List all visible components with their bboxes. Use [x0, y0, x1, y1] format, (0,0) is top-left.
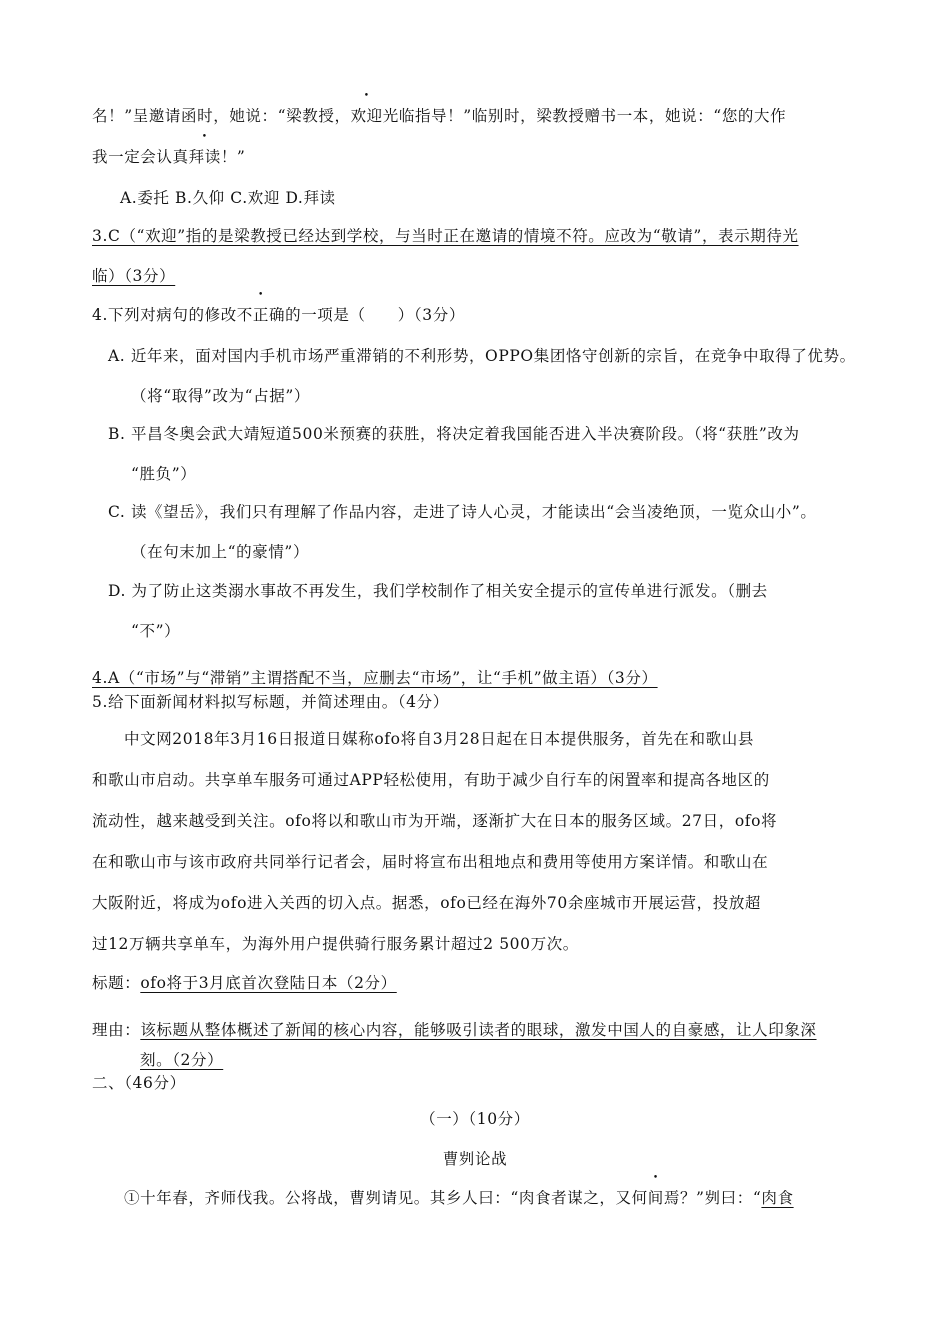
q4-stem: 4.下列对病句的修改不正确的一项是（ ）（3分） — [92, 303, 465, 325]
q4-option-d-fix: “不”） — [131, 622, 181, 640]
q4-answer: 4.A（“市场”与“滞销”主谓搭配不当，应删去“市场”，让“手机”做主语）（3分） — [92, 669, 658, 687]
q3-line-1: 名！”呈邀请函时，她说：“梁教授，欢迎光临指导！”临别时，梁教授赠书一本，她说：“您的大作 — [92, 104, 786, 126]
news-line: 大阪附近，将成为ofo进入关西的切入点。据悉，ofo已经在海外70余座城市开展运营，投放超 — [92, 894, 762, 912]
news-line: 流动性，越来越受到关注。ofo将以和歌山市为开端，逐渐扩大在日本的服务区域。27日，ofo将 — [92, 812, 778, 830]
q4-option-c-fix: （在句末加上“的豪情”） — [131, 543, 310, 561]
q5-title-answer: 标题：ofo将于3月底首次登陆日本（2分） — [92, 974, 397, 992]
emphasis-dots: 不正确 — [236, 306, 286, 324]
news-line: 中文网2018年3月16日报道日媒称ofo将自3月28日起在日本提供服务，首先在和歌山县 — [124, 730, 754, 748]
q3-line-2: 我一定会认真拜读！” — [92, 145, 245, 167]
news-line: 在和歌山市与该市政府共同举行记者会，届时将宣布出租地点和费用等使用方案详情。和歌山在 — [92, 853, 769, 871]
emphasis-dots: 拜读 — [188, 148, 221, 166]
q5-reason-answer-2: 刻。（2分） — [140, 1051, 224, 1069]
q3-answer-line-2: 临）（3分） — [92, 267, 176, 285]
q4-option-a-fix: （将“取得”改为“占据”） — [131, 387, 310, 405]
q3-options: A.委托 B.久仰 C.欢迎 D.拜读 — [120, 189, 336, 207]
news-line: 过12万辆共享单车，为海外用户提供骑行服务累计超过2 500万次。 — [92, 935, 579, 953]
q4-option-a: A. 近年来，面对国内手机市场严重滞销的不利形势，OPPO集团恪守创新的宗旨，在竞争中取得了优势。 — [108, 347, 856, 365]
q4-option-b-fix: “胜负”） — [131, 465, 197, 483]
q4-option-b: B. 平昌冬奥会武大靖短道500米预赛的获胜，将决定着我国能否进入半决赛阶段。（将“获胜”改为 — [108, 425, 800, 443]
part2-heading: 二、（46分） — [92, 1074, 186, 1092]
emphasis-dots: 欢迎 — [350, 107, 383, 125]
news-line: 和歌山市启动。共享单车服务可通过APP轻松使用，有助于减少自行车的闲置率和提高各地区的 — [92, 771, 770, 789]
passage-paragraph-1: ①十年春，齐师伐我。公将战，曹刿请见。其乡人曰：“肉食者谋之，又何间焉？”刿曰：“肉食 — [124, 1186, 794, 1208]
passage-title: 曹刿论战 — [442, 1150, 508, 1168]
section-heading: （一）（10分） — [420, 1110, 530, 1128]
q5-reason-answer: 理由：该标题从整体概述了新闻的核心内容，能够吸引读者的眼球，激发中国人的自豪感，让人印象深 — [92, 1021, 817, 1039]
q3-answer-line-1: 3.C（“欢迎”指的是梁教授已经达到学校，与当时正在邀请的情境不符。应改为“敬请”，表示期待光 — [92, 227, 799, 245]
emphasis-dots: 间 — [647, 1189, 664, 1207]
q5-stem: 5.给下面新闻材料拟写标题，并简述理由。（4分） — [92, 693, 449, 711]
q4-option-c: C. 读《望岳》，我们只有理解了作品内容，走进了诗人心灵，才能读出“会当凌绝顶，一览众山小”。 — [108, 503, 817, 521]
q4-option-d: D. 为了防止这类溺水事故不再发生，我们学校制作了相关安全提示的宣传单进行派发。（删去 — [108, 582, 768, 600]
